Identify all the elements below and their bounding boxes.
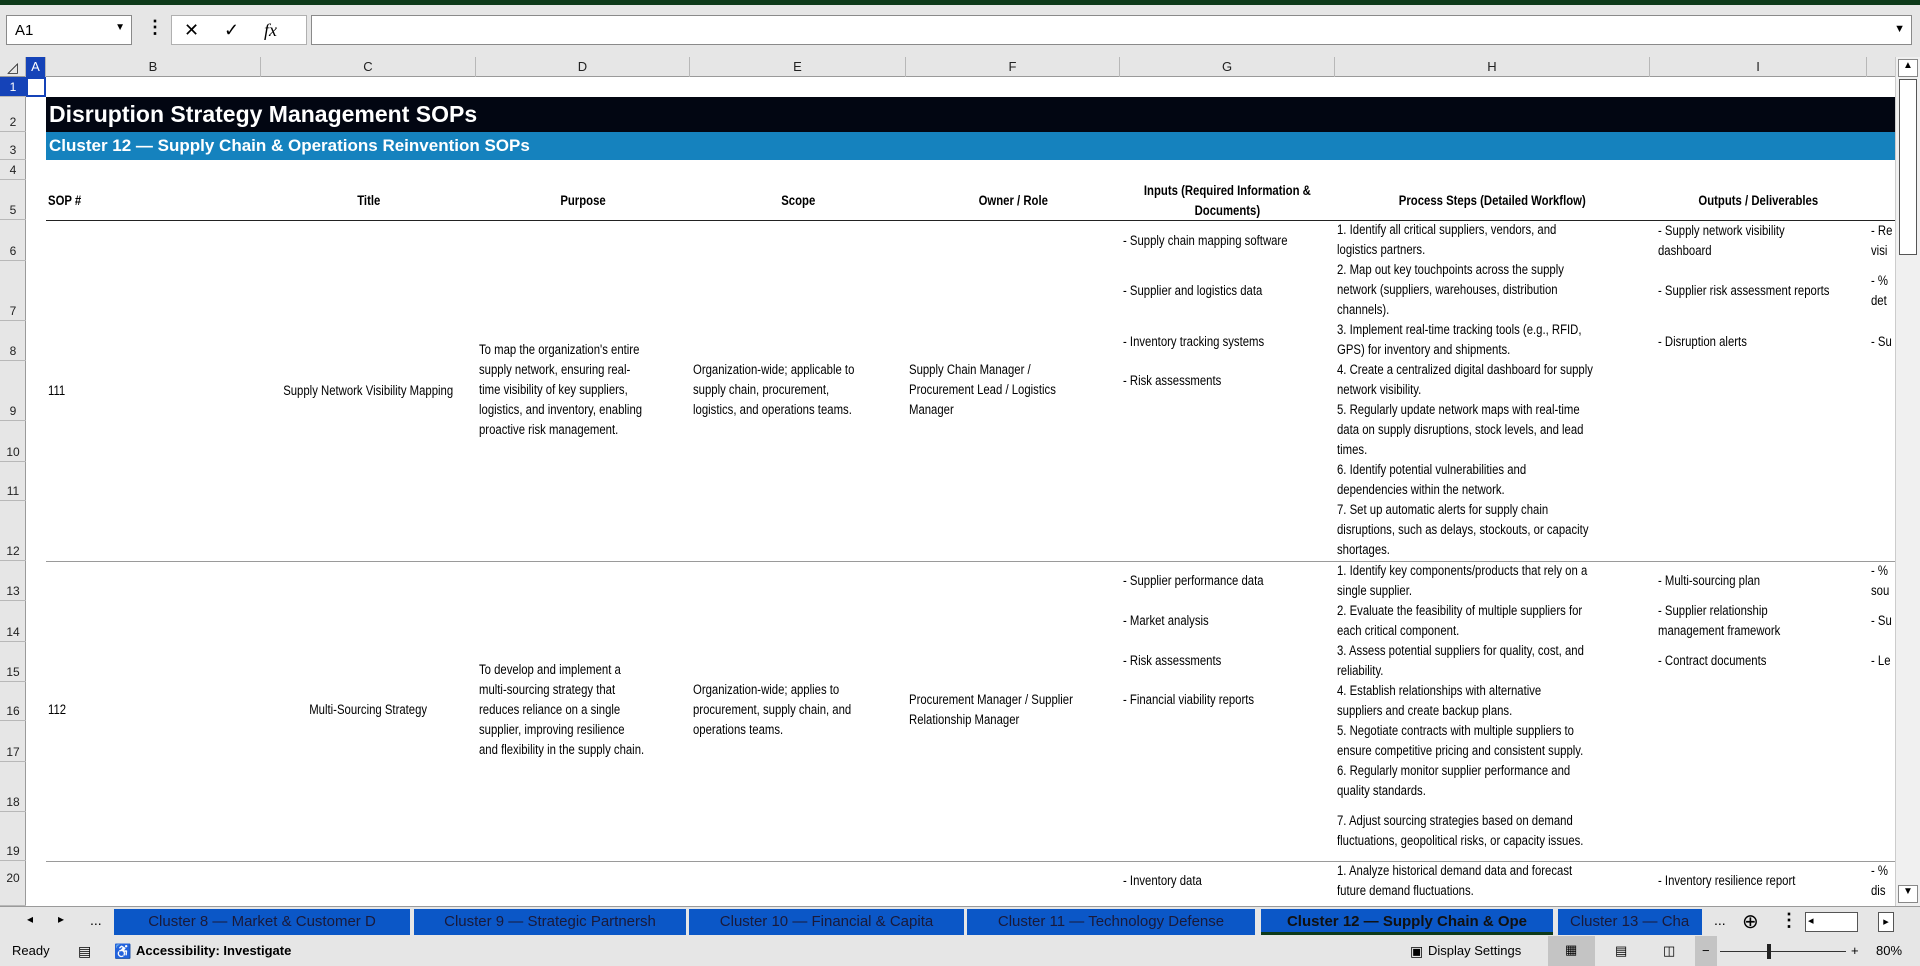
input-item[interactable]: - Financial viability reports [1123,692,1255,707]
display-settings-icon[interactable]: ▣ [1410,943,1424,959]
next-column-item[interactable]: - % det [1871,273,1889,308]
output-item[interactable]: - Inventory resilience report [1658,873,1796,888]
row-divider [46,561,1895,562]
process-step[interactable]: 7. Set up automatic alerts for supply chain disruptions, such as delays, stockouts, or capacity shortages. [1337,502,1589,557]
process-step[interactable]: 4. Establish relationships with alternative suppliers and create backup plans. [1337,683,1542,718]
sheet-tab-bar [0,906,1920,936]
sheet-title: Disruption Strategy Management SOPs [46,97,1895,132]
sop-purpose[interactable]: To develop and implement a multi-sourcing strategy that reduces reliance on a single supplier, improving resilience and flexibility in the supply chain. [479,662,645,757]
output-item[interactable]: - Supplier risk assessment reports [1658,283,1830,298]
column-header-b[interactable]: B [46,57,261,77]
add-sheet-icon[interactable]: ⊕ [1742,911,1759,933]
header-title: Title [356,193,381,208]
column-headers [0,57,1895,77]
process-step[interactable]: 5. Regularly update network maps with real-time data on supply disruptions, stock levels, and lead times. [1337,402,1584,457]
process-step[interactable]: 2. Evaluate the feasibility of multiple suppliers for each critical component. [1337,603,1583,638]
sheet-subtitle: Cluster 12 — Supply Chain & Operations Reinvention SOPs [46,132,1895,160]
output-item[interactable]: - Multi-sourcing plan [1658,573,1761,588]
row-header[interactable]: 11 [0,462,26,501]
sop-title[interactable]: Supply Network Visibility Mapping [283,383,454,398]
name-box-value: A1 [15,22,34,39]
macro-record-icon[interactable]: ▤ [78,943,92,959]
header-purpose: Purpose [560,193,606,208]
column-header-c[interactable]: C [261,57,476,77]
process-step[interactable]: 4. Create a centralized digital dashboard for supply network visibility. [1337,362,1593,397]
row-header[interactable]: 2 [0,97,26,132]
sheet-tab[interactable]: Cluster 11 — Technology Defense [967,909,1255,935]
zoom-slider-thumb[interactable] [1767,944,1771,959]
enter-icon[interactable]: ✓ [224,20,240,40]
process-step[interactable]: 1. Identify all critical suppliers, vendors, and logistics partners. [1337,222,1557,257]
process-step[interactable]: 3. Assess potential suppliers for quality, cost, and reliability. [1337,643,1584,678]
process-step[interactable]: 7. Adjust sourcing strategies based on demand fluctuations, geopolitical risks, or capacity issues. [1337,813,1584,848]
process-step[interactable]: 3. Implement real-time tracking tools (e.g., RFID, GPS) for inventory and shipments. [1337,322,1582,357]
row-header[interactable]: 19 [0,812,26,861]
output-item[interactable]: - Disruption alerts [1658,334,1747,349]
next-column-item[interactable]: - % sou [1871,563,1890,598]
row-header[interactable]: 13 [0,561,26,601]
status-bar [0,936,1920,966]
column-header-g[interactable]: G [1120,57,1335,77]
expand-formula-icon[interactable]: ▼ [1894,23,1905,35]
page-layout-view-icon[interactable]: ▤ [1615,943,1628,958]
more-options-icon[interactable]: ⋮ [146,17,164,37]
header-scope: Scope [780,193,816,208]
scroll-up-icon[interactable]: ▲ [1898,59,1918,77]
sop-scope[interactable]: Organization-wide; applies to procurement, supply chain, and operations teams. [693,682,852,737]
more-tabs-left[interactable]: ... [90,912,102,928]
input-item[interactable]: - Inventory data [1123,873,1202,888]
row-header[interactable]: 14 [0,601,26,642]
process-step[interactable]: 6. Regularly monitor supplier performance and quality standards. [1337,763,1571,798]
name-box[interactable] [6,15,132,45]
input-item[interactable]: - Supplier performance data [1123,573,1264,588]
column-header-e[interactable]: E [690,57,906,77]
row-header[interactable]: 1 [0,77,26,97]
input-item[interactable]: - Market analysis [1123,613,1209,628]
input-item[interactable]: - Risk assessments [1123,373,1222,388]
select-all-corner[interactable]: ◿ [0,57,26,77]
zoom-in-button[interactable]: + [1851,943,1859,958]
input-item[interactable]: - Inventory tracking systems [1123,334,1265,349]
tab-scroll-right-icon[interactable]: ▸ [58,912,65,926]
process-step[interactable]: 2. Map out key touchpoints across the supply network (suppliers, warehouses, distribution channels). [1337,262,1564,317]
output-item[interactable]: - Supplier relationship management framework [1658,603,1781,638]
cancel-icon[interactable]: ✕ [184,20,200,40]
header-border [46,220,1895,221]
active-cell-a1[interactable] [26,77,46,97]
next-column-item[interactable]: - % dis [1871,863,1889,898]
page-break-view-icon[interactable]: ◫ [1663,943,1676,958]
grid-icon: ▦ [1565,942,1578,957]
header-outputs: Outputs / Deliverables [1698,193,1819,208]
header-steps: Process Steps (Detailed Workflow) [1399,193,1586,208]
zoom-slider[interactable] [1720,951,1846,952]
normal-view-button[interactable] [1548,936,1595,966]
header-sop: SOP # [48,193,82,208]
row-header[interactable]: 3 [0,132,26,160]
zoom-out-button[interactable]: − [1702,943,1710,958]
sheet-tab[interactable]: Cluster 9 — Strategic Partnersh [414,909,686,935]
row-header[interactable]: 5 [0,180,26,220]
process-step[interactable]: 6. Identify potential vulnerabilities and dependencies within the network. [1337,462,1527,497]
scroll-down-icon[interactable]: ▼ [1898,885,1918,903]
chevron-down-icon[interactable]: ▼ [115,22,125,33]
row-header[interactable]: 18 [0,762,26,812]
row-header[interactable]: 12 [0,501,26,561]
accessibility-icon[interactable]: ♿ [114,943,132,959]
sop-purpose[interactable]: To map the organization's entire supply network, ensuring real- time visibility of key suppliers, logistics, and inventory, enabling proactive risk management. [479,342,643,437]
output-item[interactable]: - Contract documents [1658,653,1767,668]
sheet-tab[interactable]: Cluster 8 — Market & Customer D [114,909,410,935]
row-header[interactable]: 7 [0,261,26,321]
tab-scroll-left-icon[interactable]: ◂ [27,912,34,926]
row-header[interactable]: 17 [0,721,26,762]
row-header[interactable]: 10 [0,421,26,462]
sop-owner[interactable]: Procurement Manager / Supplier Relationship Manager [909,692,1073,727]
vertical-scrollbar[interactable] [1895,57,1920,906]
row-divider [46,861,1895,862]
input-item[interactable]: - Supply chain mapping software [1123,233,1288,248]
more-tabs-right[interactable]: ... [1714,912,1726,928]
zoom-level[interactable]: 80% [1876,943,1903,958]
input-item[interactable]: - Supplier and logistics data [1123,283,1263,298]
header-owner: Owner / Role [978,193,1048,208]
column-header-d[interactable]: D [476,57,690,77]
scrollbar-thumb[interactable] [1899,79,1917,255]
sop-number[interactable]: 111 [48,383,66,398]
process-step[interactable]: 1. Identify key components/products that rely on a single supplier. [1337,563,1588,598]
row-headers [0,77,26,906]
horizontal-scrollbar[interactable] [1805,912,1858,932]
row-header[interactable]: 16 [0,682,26,721]
header-inputs: Inputs (Required Information & Documents) [1144,183,1311,218]
row-header[interactable]: 6 [0,220,26,261]
sop-number[interactable]: 112 [48,702,67,717]
next-column-item[interactable]: - Su [1871,613,1892,628]
column-header-h[interactable]: H [1335,57,1650,77]
input-item[interactable]: - Risk assessments [1123,653,1222,668]
sop-scope[interactable]: Organization-wide; applicable to supply chain, procurement, logistics, and operations teams. [693,362,855,417]
sop-title[interactable]: Multi-Sourcing Strategy [309,702,428,717]
row-header[interactable]: 9 [0,361,26,421]
row-header[interactable]: 4 [0,160,26,180]
status-ready: Ready [12,943,50,958]
row-header[interactable]: 15 [0,642,26,682]
more-options-icon[interactable]: ⋮ [1780,910,1798,930]
row-header[interactable]: 20 [0,861,26,906]
row-header[interactable]: 8 [0,321,26,361]
column-header-f[interactable]: F [906,57,1120,77]
next-column-item[interactable]: - Le [1871,653,1891,668]
formula-input[interactable] [311,15,1912,45]
sheet-tab[interactable]: Cluster 13 — Cha [1558,909,1702,935]
process-step[interactable]: 5. Negotiate contracts with multiple suppliers to ensure competitive pricing and consistent supply. [1337,723,1584,758]
next-column-item[interactable]: - Re visi [1871,223,1893,258]
scroll-right-icon[interactable]: ▸ [1878,912,1894,932]
output-item[interactable]: - Supply network visibility dashboard [1658,223,1785,258]
column-header-a[interactable]: A [26,57,46,77]
sop-owner[interactable]: Supply Chain Manager / Procurement Lead / Logistics Manager [909,362,1056,417]
scroll-left-icon[interactable]: ◂ [1808,915,1814,927]
display-settings-button[interactable]: Display Settings [1428,943,1522,958]
next-column-item[interactable]: - Su [1871,334,1892,349]
column-header-i[interactable]: I [1650,57,1867,77]
process-step[interactable]: 1. Analyze historical demand data and forecast future demand fluctuations. [1337,863,1573,898]
accessibility-status[interactable]: Accessibility: Investigate [136,943,292,958]
formula-buttons [171,15,307,45]
insert-function-icon[interactable]: fx [264,20,277,40]
sheet-tab[interactable]: Cluster 10 — Financial & Capita [689,909,964,935]
sheet-tab-active[interactable]: Cluster 12 — Supply Chain & Ope [1261,909,1553,935]
